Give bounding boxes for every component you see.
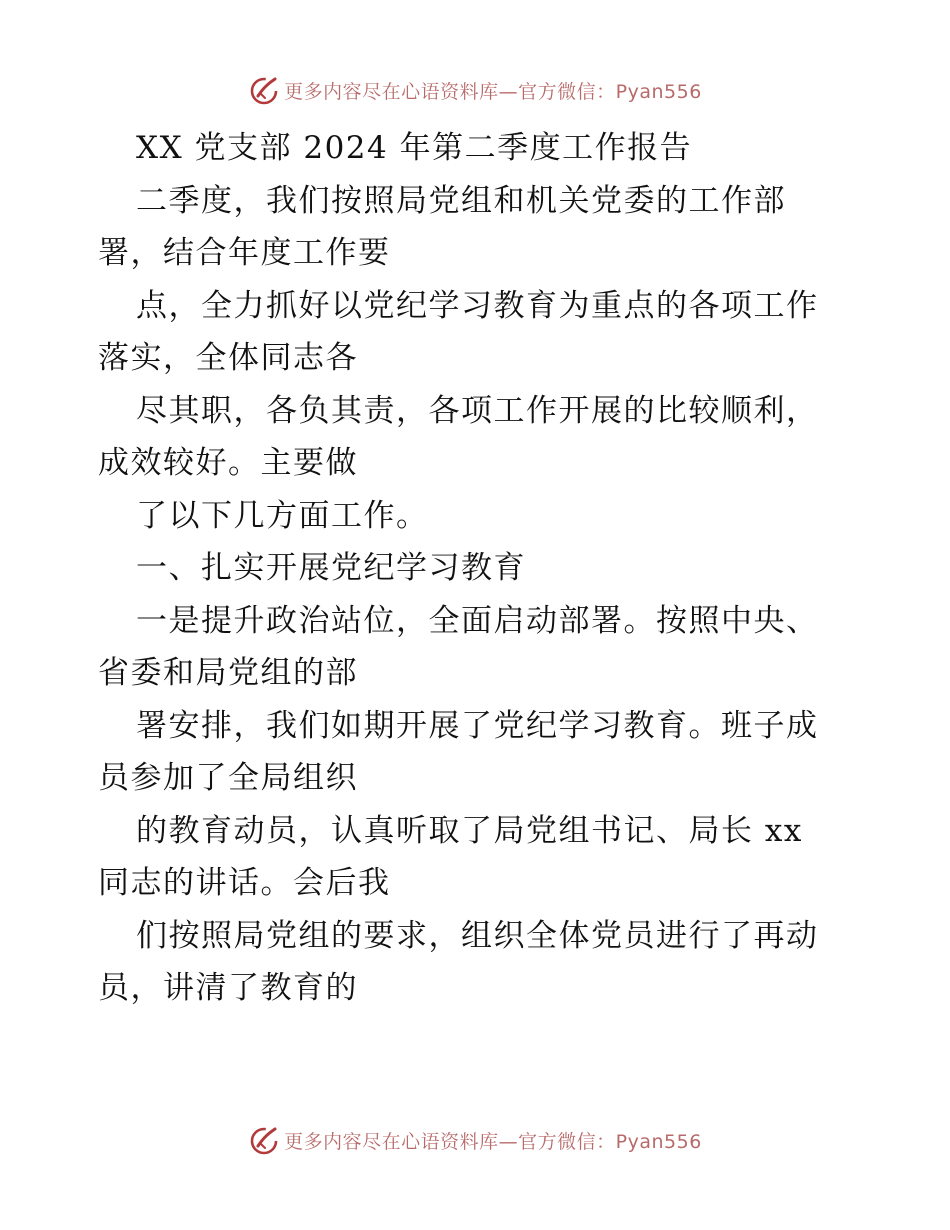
text-line: 了以下几方面工作。 [136,497,429,534]
document-body [98,122,858,1015]
text-line: 的教育动员，认真听取了局党组书记、局长 xx [136,812,803,849]
text-line: 一、扎实开展党纪学习教育 [136,550,526,586]
text-line: 员，讲清了教育的 [98,970,358,1006]
text-line: 尽其职，各负其责，各项工作开展的比较顺利， [136,392,819,429]
brush-stroke-logo-icon [248,74,280,106]
watermark-banner-top [0,70,950,110]
brush-stroke-logo-icon [248,1124,280,1156]
watermark-text: 更多内容尽在心语资料库—官方微信：Pyan556 [284,80,702,103]
text-line: 同志的讲话。会后我 [98,865,391,901]
text-line: 们按照局党组的要求，组织全体党员进行了再动 [136,917,819,954]
text-line: 落实，全体同志各 [98,340,358,376]
watermark-text: 更多内容尽在心语资料库—官方微信：Pyan556 [284,1130,702,1153]
text-line: 署安排，我们如期开展了党纪学习教育。班子成 [136,707,819,744]
text-line: 署，结合年度工作要 [98,235,391,271]
watermark-banner-bottom [0,1120,950,1160]
text-line: 省委和局党组的部 [98,655,358,691]
document-title: XX 党支部 2024 年第二季度工作报告 [136,130,693,166]
text-line: 员参加了全局组织 [98,760,358,796]
text-line: 点，全力抓好以党纪学习教育为重点的各项工作 [136,287,819,324]
text-line: 一是提升政治站位，全面启动部署。按照中央、 [136,602,819,639]
text-line: 成效较好。主要做 [98,445,358,481]
text-line: 二季度，我们按照局党组和机关党委的工作部 [136,182,786,219]
